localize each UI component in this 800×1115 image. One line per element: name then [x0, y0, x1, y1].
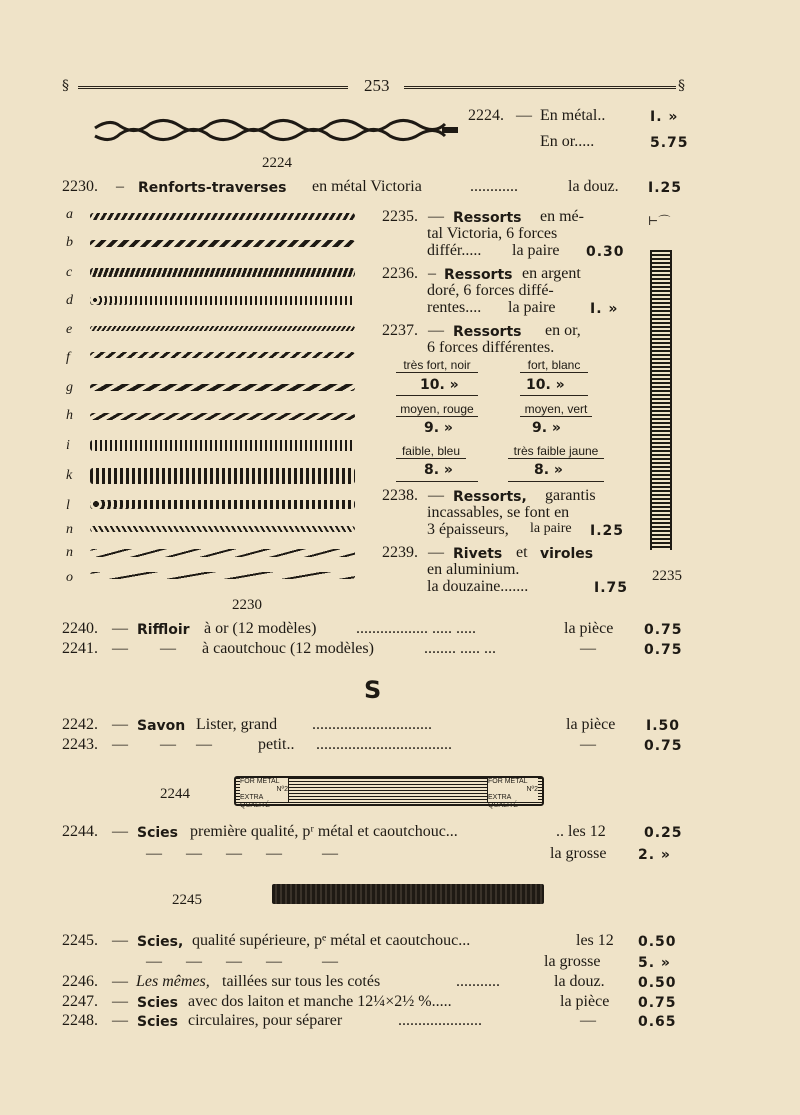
entry-2242-name: Savon — [137, 718, 186, 734]
entry-2224b-text: En or..... — [540, 133, 595, 150]
entry-2247-price: 0.75 — [638, 995, 677, 1011]
entry-2237-line1: en or, — [545, 322, 581, 339]
entry-2239-name2: viroles — [540, 546, 594, 562]
entry-2236-line1: en argent — [522, 265, 581, 282]
table-header: fort, blanc — [520, 358, 588, 373]
entry-2237-line2: 6 forces différentes. — [427, 339, 555, 356]
table-value: 9. » — [532, 420, 561, 436]
entry-2244-name: Scies — [137, 825, 179, 841]
entry-2230-unit: la douz. — [568, 178, 619, 195]
entry-2235-line3: différ..... — [427, 242, 482, 259]
entry-2240-rest: à or (12 modèles) — [204, 620, 317, 637]
entry-2235-line1: en mé- — [540, 208, 584, 225]
entry-2224-text: En métal.. — [540, 107, 606, 124]
entry-2236-unit: la paire — [508, 299, 556, 316]
braid-swatch — [90, 549, 355, 557]
blade-label-text: Nº2 — [276, 786, 288, 793]
entry-2238-dash: — — [428, 487, 444, 504]
entry-2245-name: Scies, — [137, 934, 184, 950]
entry-2230-rest: en métal Victoria — [312, 178, 422, 195]
entry-2242-dash: — — [112, 716, 128, 733]
braid-swatch — [90, 213, 355, 220]
entry-2243-dash: — — [112, 736, 128, 753]
header-left-ornament: § — [62, 78, 69, 94]
entry-2240-dash: — — [112, 620, 128, 637]
table-value: 10. » — [420, 377, 459, 393]
entry-2243-leader: .................................. — [316, 736, 452, 753]
entry-2230-price: I.25 — [648, 180, 683, 196]
entry-2242-price: I.50 — [646, 718, 681, 734]
entry-2236-line3: rentes.... — [427, 299, 482, 316]
entry-2244-dash: — — [112, 823, 128, 840]
entry-2245-dash: — — [112, 932, 128, 949]
figure-caption-2235: 2235 — [652, 568, 682, 584]
saw-blade-superior-illustration — [272, 884, 544, 904]
table-header: moyen, rouge — [396, 402, 478, 417]
swatch-letter: n — [66, 545, 73, 560]
entry-2241-dash2: — — [160, 640, 176, 657]
swatch-letter: d — [66, 293, 73, 308]
entry-2240-number: 2240. — [62, 620, 98, 637]
entry-2236-name: Ressorts — [444, 267, 513, 283]
entry-2244b-price: 2. » — [638, 847, 671, 863]
entry-2245-number: 2245. — [62, 932, 98, 949]
entry-2239-line2: en aluminium. — [427, 561, 520, 578]
entry-2247-dash: — — [112, 993, 128, 1010]
entry-2230-number: 2230. — [62, 178, 98, 195]
entry-2235-name: Ressorts — [453, 210, 522, 226]
entry-2245-rest: qualité supérieure, pᵉ métal et caoutchouc... — [192, 932, 471, 949]
entry-2239-dash: — — [428, 544, 444, 561]
entry-2224b-price: 5.75 — [650, 135, 689, 151]
entry-2238-number: 2238. — [382, 487, 418, 504]
entry-2235-number: 2235. — [382, 208, 418, 225]
saw-blade-illustration — [234, 776, 544, 809]
section-letter: S — [364, 676, 382, 704]
swatch-letter: f — [66, 350, 70, 365]
swatch-letter: e — [66, 322, 73, 337]
entry-2240-name: Riffloir — [137, 622, 190, 638]
entry-2248-number: 2248. — [62, 1012, 98, 1029]
blade-label-text: Nº2 — [526, 786, 538, 793]
swatch-letter: i — [66, 438, 70, 453]
entry-2246-number: 2246. — [62, 973, 98, 990]
entry-2238-line1: garantis — [545, 487, 596, 504]
swatch-letter: k — [66, 468, 73, 483]
braid-swatch — [90, 240, 355, 247]
entry-2246-dash: — — [112, 973, 128, 990]
entry-2237-name: Ressorts — [453, 324, 522, 340]
entry-2239-line3: la douzaine....... — [427, 578, 529, 595]
figure-caption-2244: 2244 — [160, 786, 190, 802]
entry-2244-rest: première qualité, pʳ métal et caoutchouc... — [190, 823, 458, 840]
entry-2235-price: 0.30 — [586, 244, 625, 260]
chain-illustration — [90, 110, 460, 150]
entry-2248-unit: — — [580, 1012, 596, 1029]
figure-caption-2224: 2224 — [262, 155, 292, 171]
entry-2239-price: I.75 — [594, 580, 629, 596]
entry-2236-line2: doré, 6 forces diffé- — [427, 282, 554, 299]
entry-2240-leader: .................. ..... ..... — [356, 620, 476, 637]
entry-2242-unit: la pièce — [566, 716, 616, 733]
table-value: 8. » — [534, 462, 563, 478]
entry-2248-rest: circulaires, pour séparer — [188, 1012, 343, 1029]
entry-2246-name: Les mêmes, — [136, 973, 210, 990]
entry-2244-price: 0.25 — [644, 825, 683, 841]
entry-2247-rest: avec dos laiton et manche 12¼×2½ %..... — [188, 993, 452, 1010]
entry-2245b-price: 5. » — [638, 955, 671, 971]
table-rule — [396, 395, 478, 396]
entry-2246-unit: la douz. — [554, 973, 605, 990]
entry-2230-dash: – — [116, 178, 124, 195]
entry-2248-price: 0.65 — [638, 1014, 677, 1030]
braid-swatch — [90, 296, 355, 305]
table-value: 10. » — [526, 377, 565, 393]
entry-2242-number: 2242. — [62, 716, 98, 733]
swatch-letter: b — [66, 235, 73, 250]
entry-2230-leader: ............ — [470, 178, 518, 195]
spring-coil-illustration — [650, 250, 672, 550]
entry-2239-mid: et — [516, 544, 528, 561]
entry-2246-price: 0.50 — [638, 975, 677, 991]
header-rule-right — [404, 86, 676, 89]
entry-2243-unit: — — [580, 736, 596, 753]
entry-2245b-dashes: — — — — — — [146, 953, 338, 970]
entry-2242-leader: .............................. — [312, 716, 432, 733]
entry-2237-number: 2237. — [382, 322, 418, 339]
entry-2244b-dashes: — — — — — — [146, 845, 338, 862]
braid-swatch — [90, 352, 355, 358]
entry-2247-number: 2247. — [62, 993, 98, 1010]
entry-2224-number: 2224. — [468, 107, 504, 124]
entry-2248-dash: — — [112, 1012, 128, 1029]
swatch-letter: o — [66, 570, 73, 585]
table-value: 9. » — [424, 420, 453, 436]
entry-2238-price: I.25 — [590, 523, 625, 539]
braid-swatch — [90, 440, 355, 451]
braid-swatch — [90, 326, 355, 331]
table-header: faible, bleu — [396, 444, 466, 459]
entry-2237-dash: — — [428, 322, 444, 339]
figure-caption-2245: 2245 — [172, 892, 202, 908]
entry-2230-name: Renforts-traverses — [138, 180, 287, 196]
spring-top-tool: ⊢⌒ — [648, 214, 671, 228]
entry-2243-dashes: — — — [160, 736, 212, 753]
braid-swatch — [90, 268, 355, 277]
entry-2245-price: 0.50 — [638, 934, 677, 950]
entry-2224-dash: — — [516, 107, 532, 124]
entry-2246-leader: ........... — [456, 973, 500, 990]
entry-2236-number: 2236. — [382, 265, 418, 282]
entry-2235-line2: tal Victoria, 6 forces — [427, 225, 558, 242]
table-header: très faible jaune — [508, 444, 604, 459]
entry-2241-rest: à caoutchouc (12 modèles) — [202, 640, 374, 657]
entry-2245-unit: les 12 — [576, 932, 614, 949]
entry-2239-name: Rivets — [453, 546, 503, 562]
entry-2236-price: I. » — [590, 301, 619, 317]
entry-2247-unit: la pièce — [560, 993, 610, 1010]
entry-2245b-unit: la grosse — [544, 953, 601, 970]
swatch-letter: l — [66, 498, 70, 513]
entry-2238-name: Ressorts, — [453, 489, 527, 505]
entry-2238-line3: 3 épaisseurs, — [427, 521, 509, 538]
entry-2246-rest: taillées sur tous les cotés — [222, 973, 381, 990]
braid-swatch — [90, 413, 355, 420]
braid-swatch — [90, 500, 355, 509]
entry-2243-rest: petit.. — [258, 736, 295, 753]
blade-label-text: EXTRA QUALITÉ — [488, 794, 518, 809]
entry-2243-number: 2243. — [62, 736, 98, 753]
swatch-letter: a — [66, 207, 73, 222]
table-header: très fort, noir — [396, 358, 478, 373]
table-rule — [520, 395, 588, 396]
entry-2241-price: 0.75 — [644, 642, 683, 658]
entry-2241-dash: — — [112, 640, 128, 657]
entry-2241-leader: ........ ..... ... — [424, 640, 496, 657]
entry-2238-unit: la paire — [530, 521, 572, 536]
entry-2238-line2: incassables, se font en — [427, 504, 570, 521]
blade-label-text: EXTRA QUALITÉ — [240, 794, 270, 809]
entry-2224-price: I. » — [650, 109, 679, 125]
swatch-letter: h — [66, 408, 73, 423]
entry-2244-unit: .. les 12 — [556, 823, 606, 840]
page-number: 253 — [364, 76, 390, 95]
entry-2248-leader: ..................... — [398, 1012, 482, 1029]
entry-2239-number: 2239. — [382, 544, 418, 561]
header-right-ornament: § — [678, 78, 685, 94]
entry-2247-name: Scies — [137, 995, 179, 1011]
entry-2236-dash: – — [428, 265, 436, 282]
blade-label-text: FOR MÉTAL — [488, 778, 528, 785]
entry-2241-unit: — — [580, 640, 596, 657]
entry-2235-unit: la paire — [512, 242, 560, 259]
entry-2241-number: 2241. — [62, 640, 98, 657]
table-value: 8. » — [424, 462, 453, 478]
entry-2240-price: 0.75 — [644, 622, 683, 638]
blade-label-text: FOR MÉTAL — [240, 778, 280, 785]
entry-2244b-unit: la grosse — [550, 845, 607, 862]
table-rule — [508, 481, 604, 482]
entry-2244-number: 2244. — [62, 823, 98, 840]
table-header: moyen, vert — [520, 402, 592, 417]
swatch-letter: c — [66, 265, 73, 280]
header-rule-left — [78, 86, 348, 89]
braid-swatch — [90, 384, 355, 391]
braid-swatch — [90, 526, 355, 532]
entry-2248-name: Scies — [137, 1014, 179, 1030]
braid-swatch — [90, 572, 355, 579]
figure-caption-2230: 2230 — [232, 597, 262, 613]
swatch-letter: g — [66, 380, 73, 395]
table-rule — [396, 481, 478, 482]
entry-2243-price: 0.75 — [644, 738, 683, 754]
entry-2240-unit: la pièce — [564, 620, 614, 637]
braid-swatch — [90, 468, 355, 484]
entry-2235-dash: — — [428, 208, 444, 225]
entry-2242-rest: Lister, grand — [196, 716, 278, 733]
swatch-letter: n — [66, 522, 73, 537]
